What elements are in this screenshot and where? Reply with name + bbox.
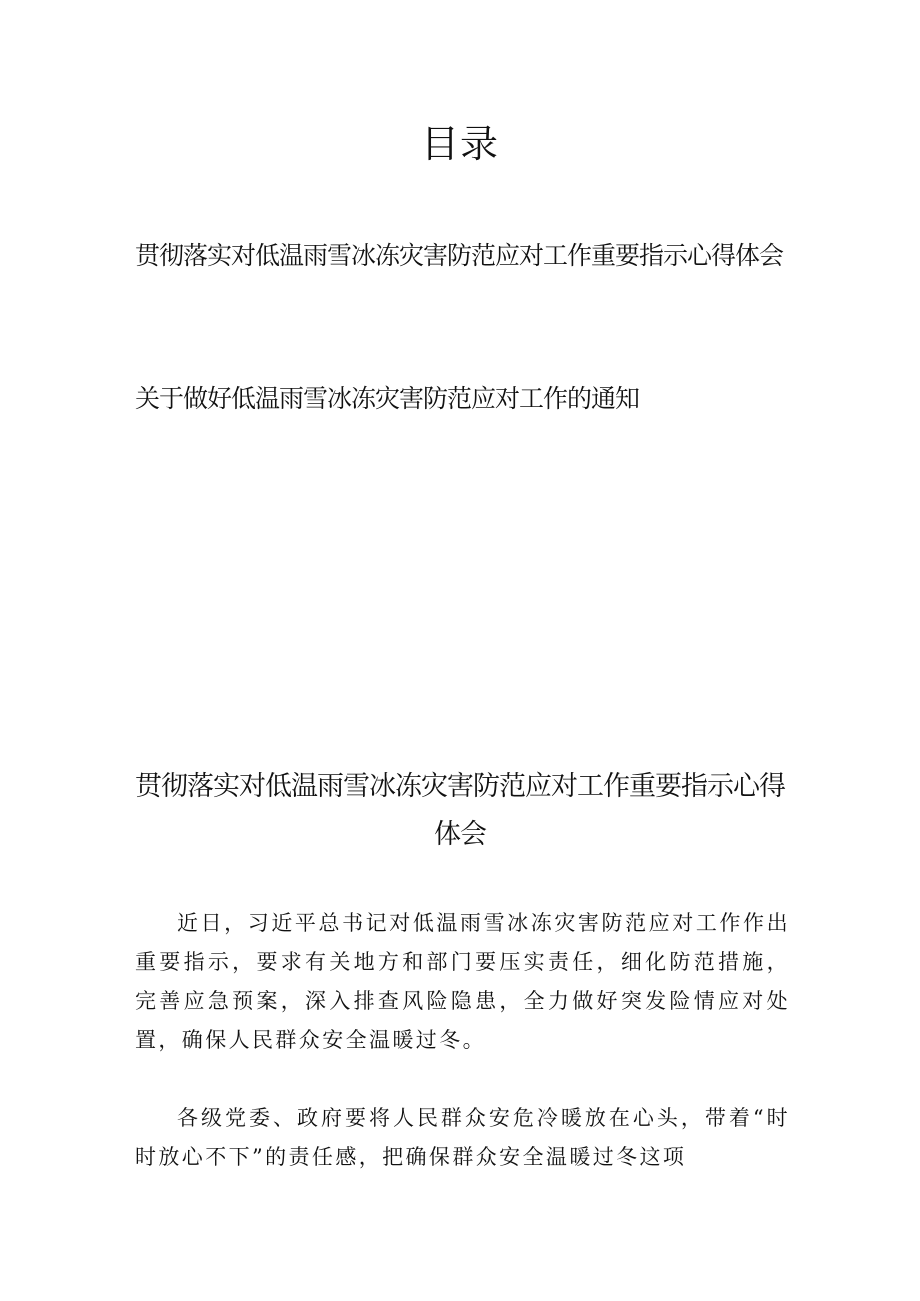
article-paragraph-2: 各级党委、政府要将人民群众安危冷暖放在心头，带着“时时放心不下”的责任感，把确保群众安全温暖过冬这项: [135, 1106, 790, 1169]
article-title: 贯彻落实对低温雨雪冰冻灾害防范应对工作重要指示心得体会: [135, 771, 785, 850]
toc-entry-2[interactable]: 关于做好低温雨雪冰冻灾害防范应对工作的通知: [135, 384, 640, 413]
article-paragraph-1: 近日，习近平总书记对低温雨雪冰冻灾害防范应对工作作出重要指示，要求有关地方和部门要压实责任，细化防范措施，完善应急预案，深入排查风险隐患，全力做好突发险情应对处置，确保人民群众安全温暖过冬。: [135, 911, 790, 1052]
toc-title: 目录: [420, 122, 499, 166]
toc-entry-1[interactable]: 贯彻落实对低温雨雪冰冻灾害防范应对工作重要指示心得体会: [135, 241, 784, 270]
